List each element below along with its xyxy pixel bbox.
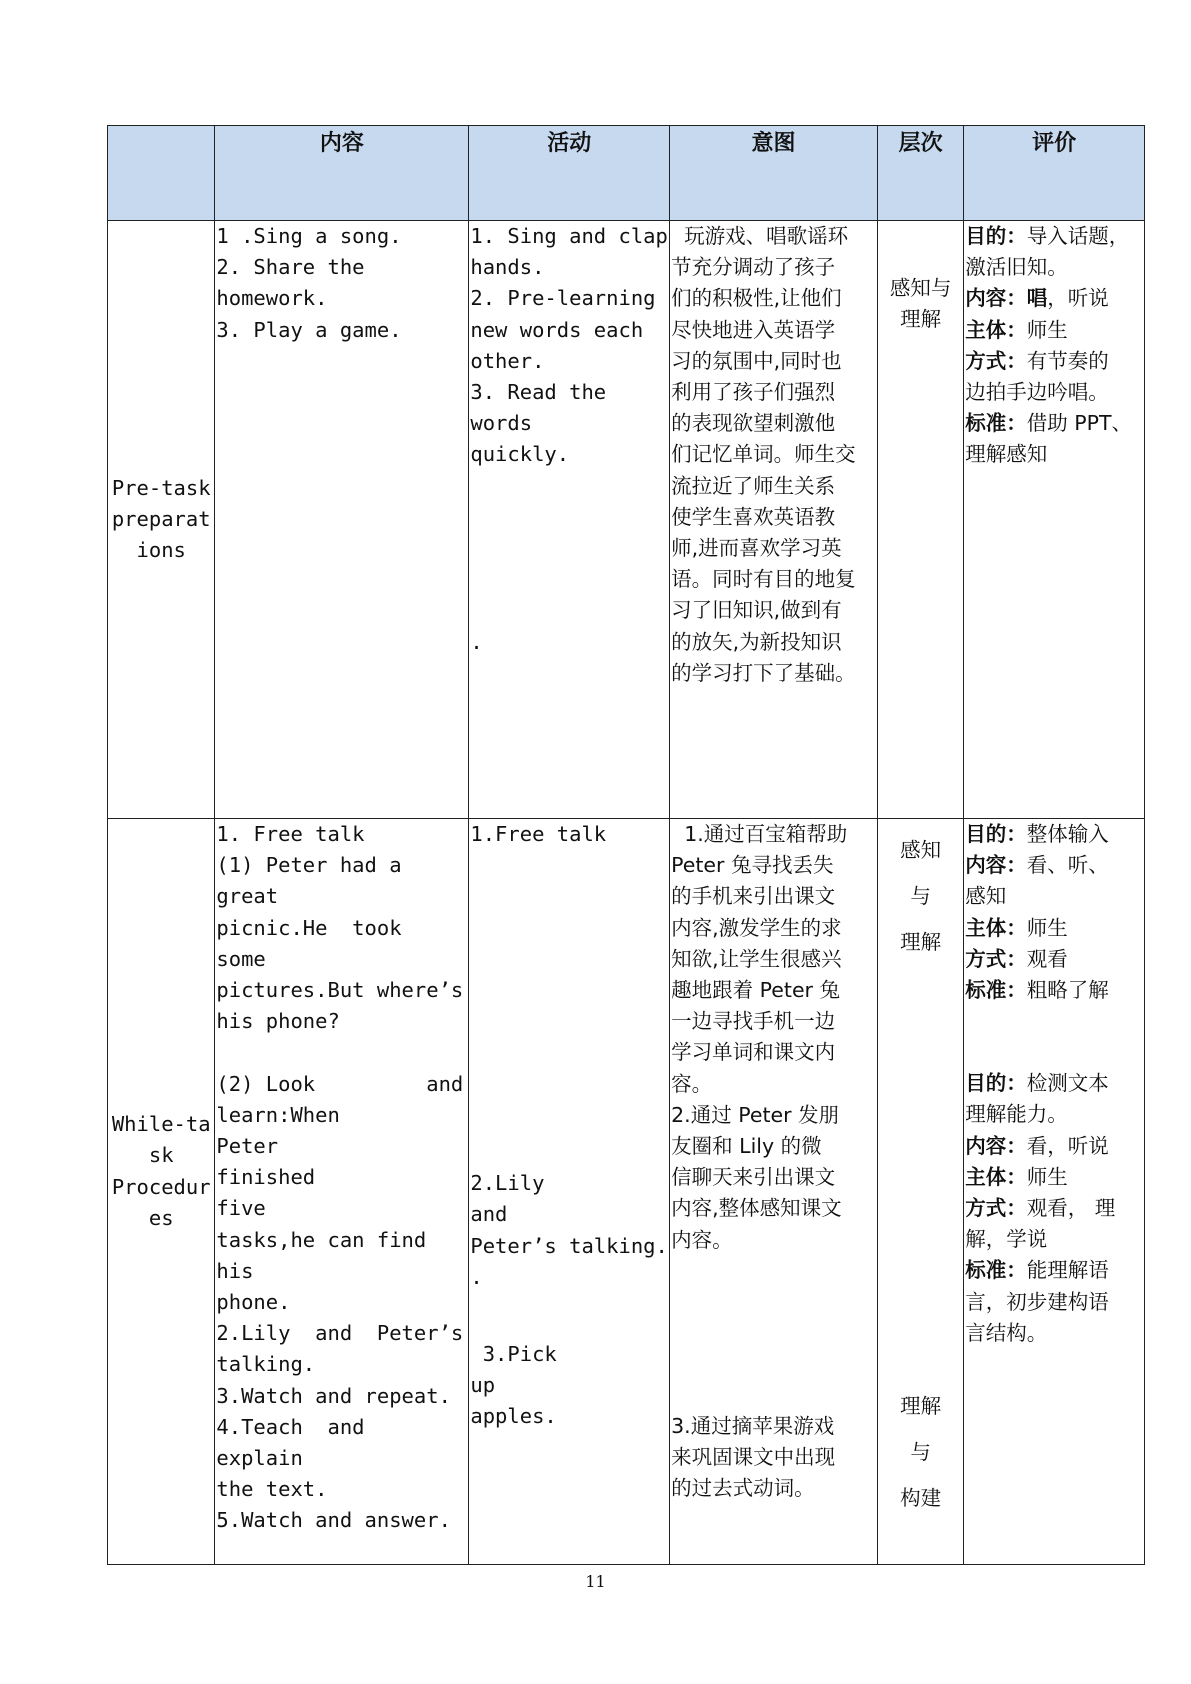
evaluation-line: [965, 881, 1143, 912]
intent-text: [671, 1411, 876, 1505]
evaluation-key: 方式：: [965, 348, 1027, 373]
intent-cell: [670, 819, 878, 1565]
evaluation-key: 内容：: [965, 853, 1027, 878]
evaluation-value: 理解能力。: [965, 1102, 1068, 1127]
activity-text: [470, 221, 668, 658]
text-line: [470, 595, 668, 626]
evaluation-key: 主体：: [965, 915, 1027, 940]
text-line: preparat: [111, 506, 211, 531]
text-line: 的表现欲望刺激他: [671, 411, 836, 436]
text-line: 4.Teach and explain: [216, 1414, 390, 1471]
evaluation-line: [965, 975, 1143, 1006]
text-line: other.: [470, 348, 545, 373]
evaluation-cell: [964, 221, 1145, 819]
text-line: 的手机来引出课文: [671, 884, 836, 909]
text-line: 流拉近了师生关系: [671, 473, 836, 498]
evaluation-line: [965, 408, 1143, 439]
text-line: 知欲,让学生很感兴: [671, 946, 842, 971]
text-line: es: [148, 1205, 174, 1230]
evaluation-line: [965, 1099, 1143, 1130]
evaluation-line: [965, 377, 1143, 408]
evaluation-text: [965, 1068, 1143, 1349]
intent-cell: [670, 221, 878, 819]
text-line: 1.Free talk: [470, 822, 607, 846]
text-line: Pre-task: [111, 475, 211, 500]
evaluation-line: [965, 1131, 1143, 1162]
content-text: [216, 221, 467, 346]
level-cell: [877, 221, 963, 819]
evaluation-line: [965, 1193, 1143, 1224]
text-line: 理解: [900, 1394, 942, 1418]
text-line: 一边寻找手机一边: [671, 1009, 836, 1034]
text-line: learn:When Peter: [216, 1102, 427, 1159]
header-cell-intent: 意图: [670, 126, 878, 221]
text-line: (1) Peter had a great: [216, 853, 414, 909]
evaluation-line: [965, 252, 1143, 283]
evaluation-value: 唱，听说: [1026, 286, 1109, 311]
text-line: ions: [136, 538, 186, 563]
text-line: 内容。: [671, 1227, 733, 1252]
text-line: tasks,he can find his: [216, 1227, 439, 1283]
text-line: 3. Play a game.: [216, 317, 402, 342]
text-line: 1. Sing and clap: [470, 224, 668, 248]
evaluation-value: 导入话题，: [1026, 224, 1130, 248]
evaluation-key: 目的：: [965, 822, 1027, 846]
text-line: 内容,整体感知课文: [671, 1196, 842, 1221]
evaluation-value: 整体输入: [1026, 822, 1109, 846]
evaluation-key: 目的：: [965, 1071, 1027, 1096]
text-line: 趣地跟着 Peter 兔: [671, 978, 840, 1003]
text-line: [216, 1037, 467, 1068]
header-cell-activity: 活动: [469, 126, 670, 221]
evaluation-cell: [964, 819, 1145, 1565]
text-line: phone.: [216, 1290, 291, 1315]
evaluation-line: [965, 819, 1143, 850]
text-line: talking.: [216, 1352, 316, 1377]
text-line: finished five: [216, 1165, 439, 1221]
text-line: 1. Free talk: [216, 822, 365, 846]
text-line: 容。: [671, 1071, 713, 1096]
evaluation-value: 粗略了解: [1026, 978, 1109, 1003]
evaluation-line: [965, 221, 1143, 252]
stage-cell: [108, 819, 215, 1565]
evaluation-line: [965, 1162, 1143, 1193]
text-line: .: [470, 1264, 483, 1289]
text-line: sk: [148, 1143, 174, 1168]
text-line: 信聊天来引出课文: [671, 1165, 836, 1190]
evaluation-value: 有节奏的: [1026, 348, 1109, 373]
text-line: 的放矢,为新投知识: [671, 629, 842, 654]
activity-cell: [469, 221, 670, 819]
evaluation-text: [965, 819, 1143, 1006]
text-line: 们记忆单词。师生交: [671, 442, 856, 467]
level-text: [879, 827, 962, 965]
evaluation-line: [965, 439, 1143, 470]
text-line: 节充分调动了孩子: [671, 255, 836, 280]
text-line: [470, 502, 668, 533]
text-line: [470, 471, 668, 502]
evaluation-value: 观看， 理: [1026, 1196, 1116, 1221]
intent-text: [671, 819, 876, 1256]
text-line: 感知与: [889, 276, 952, 300]
text-line: Peter’s talking.: [470, 1233, 668, 1258]
text-line: new words each: [470, 317, 644, 342]
evaluation-line: [965, 1255, 1143, 1286]
text-line: 学习单词和课文内: [671, 1040, 836, 1065]
evaluation-value: 解，学说: [965, 1227, 1048, 1252]
evaluation-line: [965, 913, 1143, 944]
text-line: (2) Look and: [216, 1071, 464, 1096]
text-line: 理解: [900, 930, 942, 954]
evaluation-value: 师生: [1026, 915, 1068, 940]
evaluation-value: 言，初步建构语: [965, 1289, 1109, 1314]
text-line: 的学习打下了基础。: [671, 660, 856, 685]
text-line: 使学生喜欢英语教: [671, 504, 836, 529]
text-line: Procedur: [111, 1174, 211, 1199]
text-line: 与: [910, 1440, 931, 1464]
evaluation-line: [965, 315, 1143, 346]
intent-text: [671, 221, 876, 689]
activity-text: [470, 819, 668, 850]
evaluation-value: 师生: [1026, 317, 1068, 342]
text-line: 构建: [900, 1486, 942, 1510]
text-line: 1.通过百宝箱帮助: [671, 822, 848, 846]
text-line: 们的积极性,让他们: [671, 286, 842, 311]
content-cell: [215, 221, 469, 819]
text-line: 3.通过摘苹果游戏: [671, 1413, 835, 1438]
evaluation-value: 言结构。: [965, 1320, 1048, 1345]
evaluation-value: 检测文本: [1026, 1071, 1109, 1096]
level-text: [879, 273, 962, 335]
evaluation-text: [965, 221, 1143, 471]
evaluation-key: 主体：: [965, 1164, 1027, 1189]
evaluation-line: [965, 944, 1143, 975]
text-line: 玩游戏、唱歌谣环: [671, 224, 849, 248]
table-row: [108, 819, 1145, 1565]
header-cell-content: 内容: [215, 126, 469, 221]
evaluation-line: [965, 1287, 1143, 1318]
text-line: 友圈和 Lily 的微: [671, 1134, 822, 1159]
header-cell-stage: [108, 126, 215, 221]
evaluation-value: 理解感知: [965, 442, 1048, 467]
content-text: [216, 819, 467, 1537]
evaluation-key: 内容：: [965, 286, 1027, 311]
text-line: 理解: [900, 307, 942, 332]
evaluation-key: 主体：: [965, 317, 1027, 342]
level-cell: [877, 819, 963, 1565]
header-cell-evaluation: 评价: [964, 126, 1145, 221]
evaluation-line: [965, 1318, 1143, 1349]
text-line: picnic.He took some: [216, 915, 427, 971]
text-line: .: [470, 629, 483, 654]
text-line: 的过去式动词。: [671, 1476, 815, 1501]
text-line: 2. Pre-learning: [470, 286, 656, 311]
text-line: 3.Watch and repeat.: [216, 1383, 451, 1408]
text-line: 3. Read the words: [470, 380, 619, 436]
activity-cell: [469, 819, 681, 1565]
evaluation-line: [965, 1224, 1143, 1255]
evaluation-key: 标准：: [965, 978, 1027, 1003]
text-line: 尽快地进入英语学: [671, 317, 836, 342]
text-line: 习了旧知识,做到有: [671, 598, 842, 623]
evaluation-key: 目的：: [965, 224, 1027, 248]
stage-cell: [108, 221, 215, 819]
text-line: [470, 533, 668, 564]
evaluation-line: [965, 1068, 1143, 1099]
text-line: 2.Lily and Peter’s: [216, 1321, 464, 1346]
text-line: the text.: [216, 1477, 328, 1502]
text-line: 来巩固课文中出现: [671, 1445, 836, 1470]
text-line: hands.: [470, 255, 545, 280]
text-line: 与: [910, 884, 931, 908]
text-line: Peter 兔寻找丢失: [671, 853, 834, 878]
text-line: 习的氛围中,同时也: [671, 348, 842, 373]
stage-label: [109, 473, 213, 567]
text-line: quickly.: [470, 442, 570, 467]
page-number: 11: [585, 1572, 606, 1591]
evaluation-line: [965, 346, 1143, 377]
evaluation-value: 感知: [965, 884, 1007, 909]
text-line: 5.Watch and answer.: [216, 1508, 451, 1533]
evaluation-value: 激活旧知。: [965, 255, 1068, 280]
content-cell: [215, 819, 469, 1565]
evaluation-line: [965, 850, 1143, 881]
text-line: 感知: [900, 838, 942, 862]
header-cell-level: 层次: [877, 126, 963, 221]
evaluation-value: 师生: [1026, 1164, 1068, 1189]
evaluation-value: 边拍手边吟唱。: [965, 380, 1109, 405]
text-line: 1 .Sing a song.: [216, 224, 402, 248]
text-line: 语。同时有目的地复: [671, 567, 856, 592]
text-line: 3.Pick up: [470, 1342, 681, 1398]
evaluation-value: 借助 PPT、: [1026, 411, 1133, 436]
evaluation-value: 能理解语: [1026, 1258, 1109, 1283]
text-line: 利用了孩子们强烈: [671, 380, 836, 405]
evaluation-key: 标准：: [965, 411, 1027, 436]
table-row: [108, 221, 1145, 819]
evaluation-value: 看，听说: [1026, 1133, 1109, 1158]
evaluation-key: 内容：: [965, 1133, 1027, 1158]
text-line: his phone?: [216, 1009, 340, 1034]
evaluation-key: 方式：: [965, 1196, 1027, 1221]
evaluation-line: [965, 283, 1143, 314]
text-line: 2. Share the homework.: [216, 255, 377, 311]
activity-text: [470, 1339, 681, 1433]
lesson-plan-table: [107, 125, 1145, 1565]
text-line: 内容,激发学生的求: [671, 915, 842, 940]
text-line: 2.通过 Peter 发朋: [671, 1102, 840, 1127]
text-line: 2.Lily and: [470, 1171, 668, 1227]
stage-label: [109, 1109, 213, 1234]
table-header-row: [108, 126, 1145, 221]
activity-text: [470, 1168, 668, 1293]
evaluation-value: 看、听、: [1026, 853, 1109, 878]
text-line: apples.: [470, 1404, 557, 1429]
text-line: 师,进而喜欢学习英: [671, 536, 842, 561]
level-text: [879, 1383, 962, 1521]
evaluation-key: 标准：: [965, 1258, 1027, 1283]
evaluation-value: 观看: [1026, 946, 1068, 971]
text-line: [470, 564, 668, 595]
text-line: While-ta: [111, 1112, 211, 1137]
evaluation-key: 方式：: [965, 946, 1027, 971]
text-line: pictures.But where’s: [216, 978, 464, 1003]
